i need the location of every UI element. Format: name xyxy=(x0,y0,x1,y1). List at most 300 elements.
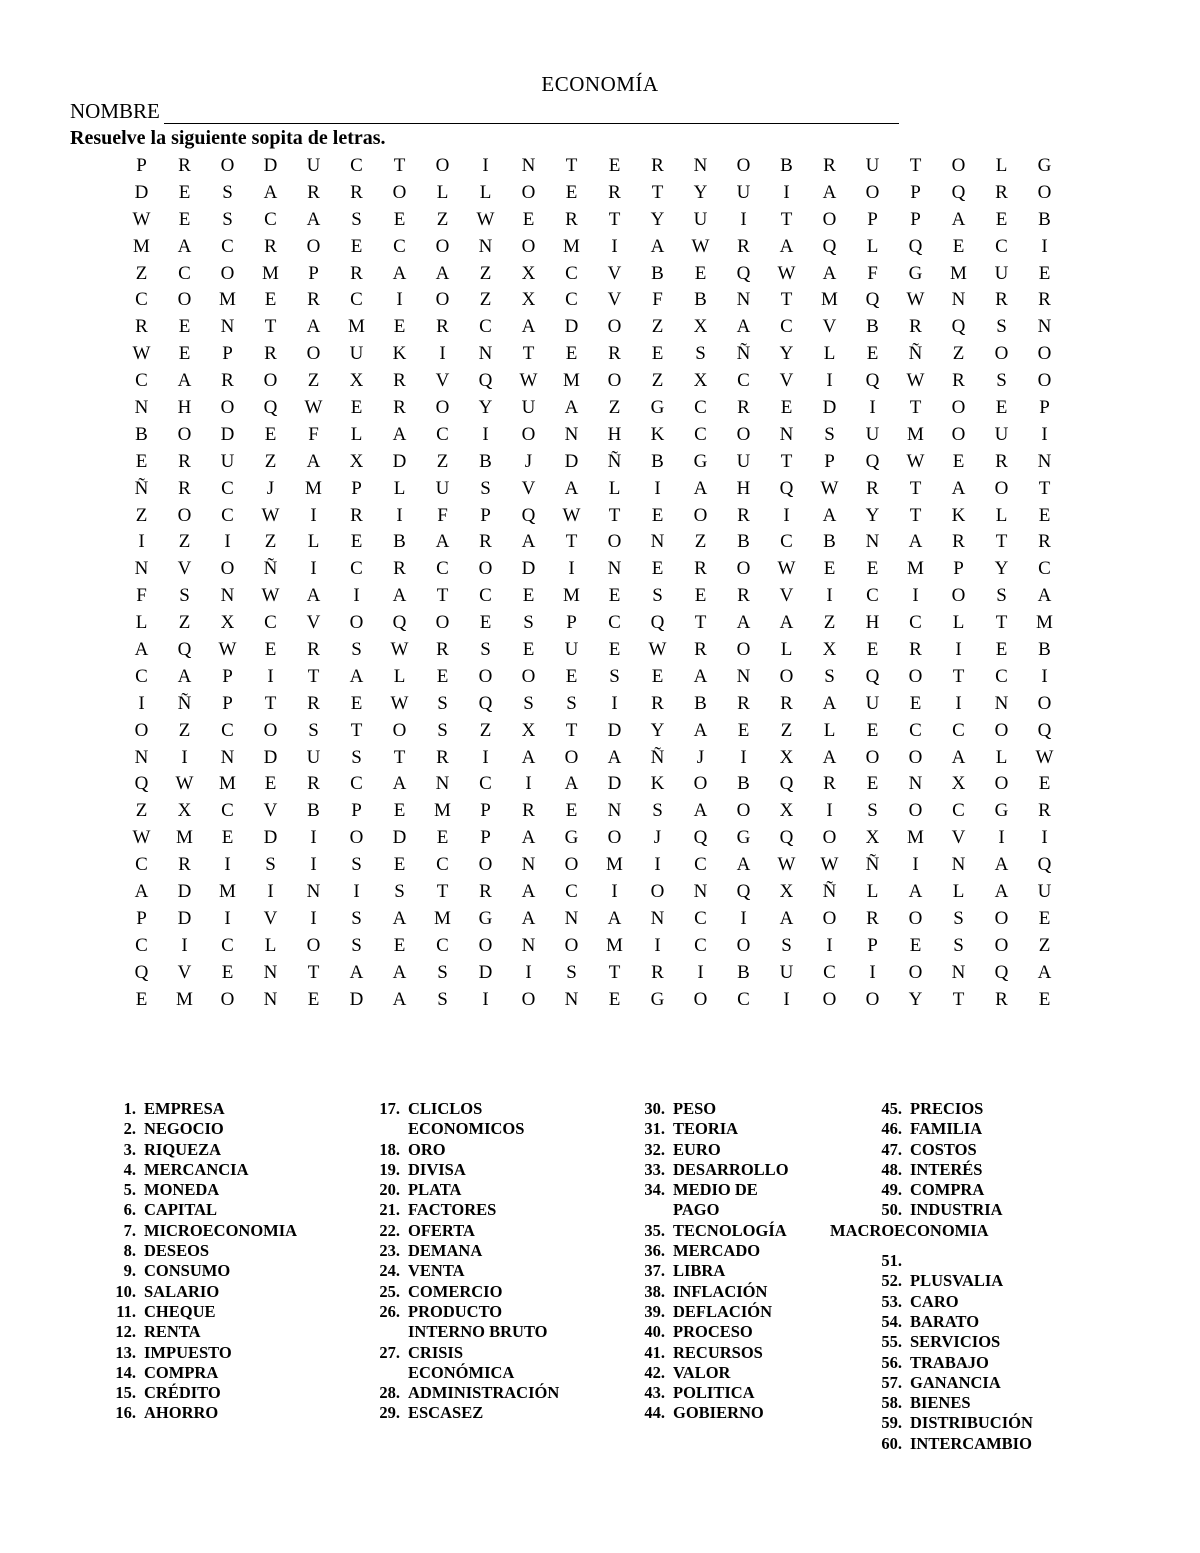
word-list-item xyxy=(364,1221,559,1241)
grid-letter: R xyxy=(909,316,922,338)
grid-letter: X xyxy=(349,370,364,392)
word-label: PROCESO xyxy=(673,1322,753,1342)
grid-letter: T xyxy=(522,343,535,365)
grid-letter: T xyxy=(565,155,578,176)
word-number: 40. xyxy=(644,1322,665,1342)
grid-letter: M xyxy=(563,235,580,257)
grid-letter: C xyxy=(780,531,793,553)
grid-letter: B xyxy=(823,531,836,553)
word-number: 48. xyxy=(881,1159,902,1179)
grid-letter: E xyxy=(221,827,234,849)
grid-letter: B xyxy=(307,800,320,822)
grid-letter: W xyxy=(777,854,796,876)
grid-letter: E xyxy=(135,450,148,472)
grid-letter: O xyxy=(478,854,493,876)
grid-letter: P xyxy=(953,558,964,580)
grid-letter: F xyxy=(136,585,147,607)
grid-letter: E xyxy=(909,934,922,956)
grid-letter: I xyxy=(568,558,575,580)
instructions: Resuelve la siguiente sopita de letras. xyxy=(70,127,386,149)
grid-letter: D xyxy=(263,827,278,849)
grid-letter: I xyxy=(869,397,876,419)
grid-letter: A xyxy=(1037,585,1052,607)
grid-letter: M xyxy=(176,988,193,1010)
word-list-item xyxy=(866,1119,1033,1139)
grid-letter: O xyxy=(607,827,622,849)
word-label: RENTA xyxy=(144,1322,201,1342)
grid-letter: I xyxy=(224,854,231,876)
grid-letter: F xyxy=(652,289,663,311)
grid-letter: L xyxy=(350,423,363,445)
word-list-item xyxy=(629,1403,789,1423)
word-label: OFERTA xyxy=(408,1220,475,1240)
grid-letter: E xyxy=(995,208,1008,230)
grid-letter: W xyxy=(261,504,280,526)
grid-letter: X xyxy=(693,370,708,392)
grid-letter: R xyxy=(264,343,277,365)
grid-letter: Y xyxy=(908,988,923,1010)
grid-letter: D xyxy=(177,907,192,929)
grid-letter: E xyxy=(952,450,965,472)
grid-letter: W xyxy=(175,773,194,795)
grid-letter: Z xyxy=(135,262,148,284)
grid-letter: U xyxy=(865,692,880,714)
grid-letter: M xyxy=(176,827,193,849)
grid-letter: Q xyxy=(779,827,794,849)
word-list-item xyxy=(629,1343,789,1363)
grid-letter: O xyxy=(865,746,880,768)
grid-letter: A xyxy=(908,881,923,903)
grid-letter: J xyxy=(696,746,705,768)
grid-letter: C xyxy=(178,262,191,284)
grid-letter: Z xyxy=(135,800,148,822)
grid-letter: A xyxy=(306,585,321,607)
grid-letter: O xyxy=(822,907,837,929)
grid-letter: B xyxy=(1038,639,1051,661)
grid-letter: A xyxy=(349,665,364,687)
grid-letter: W xyxy=(132,343,151,365)
grid-letter: C xyxy=(909,612,922,634)
word-list-item xyxy=(866,1393,1033,1413)
word-label: EMPRESA xyxy=(144,1099,225,1118)
grid-letter: I xyxy=(826,800,833,822)
grid-letter: O xyxy=(392,719,407,741)
word-label: PLATA xyxy=(408,1180,462,1200)
grid-letter: R xyxy=(780,692,793,714)
grid-letter: O xyxy=(607,370,622,392)
grid-letter: P xyxy=(222,665,233,687)
word-list-item xyxy=(364,1383,559,1403)
grid-letter: E xyxy=(264,639,277,661)
grid-letter: W xyxy=(132,208,151,230)
word-label: DISTRIBUCIÓN xyxy=(910,1413,1033,1433)
grid-letter: W xyxy=(691,235,710,257)
grid-letter: T xyxy=(608,961,621,983)
grid-letter: I xyxy=(869,961,876,983)
grid-letter: T xyxy=(436,585,449,607)
grid-letter: Ñ xyxy=(134,477,149,499)
grid-letter: T xyxy=(350,719,363,741)
word-number: 35. xyxy=(644,1220,665,1240)
grid-letter: C xyxy=(995,665,1008,687)
grid-letter: D xyxy=(521,558,536,580)
word-number: 22. xyxy=(379,1220,400,1240)
grid-letter: Y xyxy=(478,397,493,419)
word-label: CONSUMO xyxy=(144,1261,231,1281)
grid-letter: A xyxy=(994,881,1009,903)
grid-letter: U xyxy=(220,450,235,472)
grid-letter: A xyxy=(822,746,837,768)
grid-letter: Y xyxy=(779,343,794,365)
grid-letter: A xyxy=(693,477,708,499)
grid-letter: E xyxy=(436,665,449,687)
grid-letter: E xyxy=(307,988,320,1010)
grid-letter: C xyxy=(264,612,277,634)
grid-letter: R xyxy=(909,639,922,661)
grid-letter: L xyxy=(952,612,965,634)
grid-letter: A xyxy=(263,181,278,203)
grid-letter: M xyxy=(1036,612,1053,634)
grid-letter: R xyxy=(565,208,578,230)
grid-letter: O xyxy=(263,370,278,392)
name-field xyxy=(70,99,899,124)
grid-letter: E xyxy=(565,665,578,687)
grid-letter: O xyxy=(521,423,536,445)
grid-letter: E xyxy=(1038,504,1051,526)
grid-letter: O xyxy=(435,235,450,257)
grid-letter: I xyxy=(181,934,188,956)
grid-letter: L xyxy=(436,181,449,203)
grid-letter: U xyxy=(994,262,1009,284)
grid-letter: A xyxy=(392,262,407,284)
grid-letter: C xyxy=(479,585,492,607)
word-list-item xyxy=(629,1099,789,1119)
word-number: 24. xyxy=(379,1261,400,1281)
grid-letter: W xyxy=(476,208,495,230)
grid-letter: I xyxy=(611,235,618,257)
grid-letter: A xyxy=(1037,961,1052,983)
grid-letter: C xyxy=(436,854,449,876)
grid-letter: T xyxy=(909,504,922,526)
grid-letter: W xyxy=(906,450,925,472)
grid-letter: W xyxy=(519,370,538,392)
grid-letter: N xyxy=(521,854,536,876)
grid-letter: S xyxy=(867,800,878,822)
word-label: MICROECONOMIA xyxy=(144,1220,298,1240)
grid-letter: Ñ xyxy=(908,343,923,365)
grid-letter: I xyxy=(1041,665,1048,687)
word-number: 49. xyxy=(881,1180,902,1200)
grid-letter: I xyxy=(525,961,532,983)
grid-letter: G xyxy=(736,827,751,849)
word-label: POLITICA xyxy=(673,1383,755,1403)
word-list-item xyxy=(364,1140,559,1160)
grid-letter: Z xyxy=(135,504,148,526)
grid-letter: Ñ xyxy=(607,450,622,472)
grid-letter: T xyxy=(307,665,320,687)
word-number: 42. xyxy=(644,1362,665,1382)
grid-letter: O xyxy=(908,961,923,983)
grid-letter: I xyxy=(224,531,231,553)
grid-letter: S xyxy=(437,719,448,741)
word-number: 52. xyxy=(881,1271,902,1291)
grid-letter: R xyxy=(823,155,836,176)
grid-letter: P xyxy=(351,477,362,499)
grid-letter: O xyxy=(435,155,450,176)
word-number: 37. xyxy=(644,1261,665,1281)
grid-letter: R xyxy=(307,692,320,714)
grid-letter: L xyxy=(995,155,1008,176)
word-list-item xyxy=(100,1282,297,1302)
grid-letter: Z xyxy=(952,343,965,365)
grid-letter: O xyxy=(1037,692,1052,714)
word-list-item xyxy=(866,1140,1033,1160)
grid-letter: E xyxy=(522,585,535,607)
grid-letter: S xyxy=(437,988,448,1010)
grid-letter: Q xyxy=(134,773,149,795)
grid-letter: U xyxy=(435,477,450,499)
grid-letter: E xyxy=(264,289,277,311)
grid-letter: A xyxy=(564,397,579,419)
grid-letter: S xyxy=(351,907,362,929)
grid-letter: Q xyxy=(693,827,708,849)
word-label: CAPITAL xyxy=(144,1200,218,1220)
grid-letter: T xyxy=(307,961,320,983)
grid-letter: S xyxy=(953,934,964,956)
word-label: CRISIS xyxy=(408,1342,464,1362)
grid-letter: A xyxy=(693,665,708,687)
grid-letter: B xyxy=(1038,208,1051,230)
grid-letter: M xyxy=(907,423,924,445)
grid-letter: O xyxy=(177,289,192,311)
word-list-item xyxy=(629,1180,789,1200)
grid-letter: T xyxy=(694,612,707,634)
grid-letter: D xyxy=(392,450,407,472)
grid-letter: M xyxy=(563,370,580,392)
word-list-item xyxy=(100,1241,297,1261)
grid-letter: E xyxy=(178,343,191,365)
grid-letter: C xyxy=(350,155,363,176)
grid-letter: L xyxy=(823,343,836,365)
word-number: 26. xyxy=(379,1301,400,1321)
grid-letter: A xyxy=(306,450,321,472)
grid-letter: H xyxy=(177,397,192,419)
grid-letter: P xyxy=(480,800,491,822)
word-label: MERCADO xyxy=(673,1241,761,1261)
word-list-column-4 xyxy=(830,1099,1033,1454)
grid-letter: R xyxy=(178,155,191,176)
grid-letter: E xyxy=(1038,262,1051,284)
word-list-item xyxy=(100,1099,297,1119)
word-number: 59. xyxy=(881,1413,902,1433)
grid-letter: V xyxy=(263,800,278,822)
word-number: 9. xyxy=(123,1261,136,1281)
grid-letter: N xyxy=(134,746,149,768)
grid-letter: A xyxy=(134,639,149,661)
word-list-item xyxy=(866,1413,1033,1433)
grid-letter: L xyxy=(608,477,621,499)
grid-letter: R xyxy=(307,773,320,795)
grid-letter: B xyxy=(737,961,750,983)
grid-letter: E xyxy=(737,719,750,741)
grid-letter: E xyxy=(135,988,148,1010)
word-number: 29. xyxy=(379,1403,400,1423)
grid-letter: O xyxy=(521,181,536,203)
grid-letter: C xyxy=(952,800,965,822)
grid-letter: C xyxy=(780,316,793,338)
grid-letter: C xyxy=(694,423,707,445)
word-number: 15. xyxy=(115,1383,136,1403)
grid-letter: I xyxy=(310,504,317,526)
grid-letter: S xyxy=(480,477,491,499)
grid-letter: O xyxy=(478,558,493,580)
grid-letter: H xyxy=(865,612,880,634)
grid-letter: N xyxy=(564,988,579,1010)
grid-letter: A xyxy=(392,907,407,929)
grid-letter: E xyxy=(350,692,363,714)
grid-letter: N xyxy=(650,531,665,553)
grid-letter: N xyxy=(693,155,708,176)
grid-letter: S xyxy=(394,881,405,903)
grid-letter: O xyxy=(134,719,149,741)
word-label: CARO xyxy=(910,1291,959,1311)
grid-letter: S xyxy=(351,208,362,230)
grid-letter: N xyxy=(1037,450,1052,472)
grid-letter: L xyxy=(780,639,793,661)
word-number: 16. xyxy=(115,1403,136,1423)
grid-letter: K xyxy=(392,343,407,365)
word-list-item xyxy=(364,1343,559,1363)
grid-letter: I xyxy=(1041,827,1048,849)
grid-letter: O xyxy=(865,181,880,203)
grid-letter: I xyxy=(740,746,747,768)
grid-letter: U xyxy=(306,746,321,768)
grid-letter: E xyxy=(866,719,879,741)
grid-letter: W xyxy=(648,639,667,661)
grid-letter: Z xyxy=(178,612,191,634)
word-list-item xyxy=(629,1261,789,1281)
grid-letter: V xyxy=(607,289,622,311)
word-label: ESCASEZ xyxy=(408,1403,484,1423)
grid-letter: O xyxy=(564,934,579,956)
grid-letter: U xyxy=(736,181,751,203)
grid-letter: L xyxy=(393,665,406,687)
word-label: INFLACIÓN xyxy=(673,1281,768,1301)
grid-letter: I xyxy=(654,854,661,876)
grid-letter: E xyxy=(608,155,621,176)
grid-letter: Q xyxy=(779,773,794,795)
word-number: 39. xyxy=(644,1301,665,1321)
grid-letter: Q xyxy=(1037,854,1052,876)
word-list-item xyxy=(866,1099,1033,1119)
grid-letter: G xyxy=(994,800,1009,822)
grid-letter: Q xyxy=(1037,719,1052,741)
grid-letter: A xyxy=(564,477,579,499)
grid-letter: E xyxy=(436,827,449,849)
grid-letter: L xyxy=(307,531,320,553)
grid-letter: T xyxy=(780,289,793,311)
word-list-item xyxy=(100,1322,297,1342)
word-number: 54. xyxy=(881,1311,902,1331)
grid-letter: C xyxy=(221,235,234,257)
grid-letter: O xyxy=(220,397,235,419)
grid-letter: E xyxy=(565,800,578,822)
grid-letter: T xyxy=(952,665,965,687)
grid-letter: R xyxy=(350,181,363,203)
grid-letter: Q xyxy=(478,692,493,714)
word-list-item xyxy=(866,1373,1033,1393)
grid-letter: P xyxy=(480,827,491,849)
grid-letter: C xyxy=(565,881,578,903)
grid-letter: R xyxy=(1038,531,1051,553)
grid-letter: I xyxy=(353,881,360,903)
word-list-item xyxy=(629,1302,789,1322)
grid-letter: S xyxy=(824,665,835,687)
grid-letter: E xyxy=(909,692,922,714)
word-number: 60. xyxy=(881,1433,902,1453)
grid-letter: X xyxy=(521,289,536,311)
word-number: 31. xyxy=(644,1119,665,1139)
grid-letter: M xyxy=(606,934,623,956)
grid-letter: C xyxy=(393,235,406,257)
word-list-item xyxy=(364,1160,559,1180)
grid-letter: S xyxy=(996,585,1007,607)
word-number: 19. xyxy=(379,1159,400,1179)
grid-letter: I xyxy=(267,665,274,687)
word-label: MERCANCIA xyxy=(144,1159,249,1179)
word-list-column-3 xyxy=(629,1099,789,1424)
grid-letter: A xyxy=(392,423,407,445)
grid-letter: S xyxy=(953,907,964,929)
grid-letter: N xyxy=(435,773,450,795)
word-list-item xyxy=(866,1251,1033,1271)
grid-letter: A xyxy=(779,907,794,929)
grid-letter: O xyxy=(177,504,192,526)
word-list-item xyxy=(629,1221,789,1241)
grid-letter: Z xyxy=(780,719,793,741)
grid-letter: E xyxy=(264,773,277,795)
grid-letter: S xyxy=(523,692,534,714)
grid-letter: I xyxy=(783,181,790,203)
word-label-outdented: MACROECONOMIA xyxy=(830,1220,989,1240)
word-number: 56. xyxy=(881,1352,902,1372)
grid-letter: R xyxy=(737,692,750,714)
grid-letter: M xyxy=(348,316,365,338)
grid-letter: T xyxy=(780,450,793,472)
grid-letter: R xyxy=(651,155,664,176)
grid-letter: E xyxy=(565,181,578,203)
grid-letter: T xyxy=(565,531,578,553)
grid-letter: E xyxy=(393,800,406,822)
grid-letter: T xyxy=(995,612,1008,634)
grid-letter: O xyxy=(736,155,751,176)
word-number: 46. xyxy=(881,1119,902,1139)
word-number: 1. xyxy=(123,1099,136,1118)
grid-letter: R xyxy=(952,531,965,553)
grid-letter: A xyxy=(822,692,837,714)
grid-letter: T xyxy=(909,155,922,176)
grid-letter: B xyxy=(651,262,664,284)
grid-letter: D xyxy=(392,827,407,849)
grid-letter: C xyxy=(952,719,965,741)
grid-letter: D xyxy=(177,881,192,903)
grid-letter: E xyxy=(393,854,406,876)
word-number: 36. xyxy=(644,1241,665,1261)
word-label: DESEOS xyxy=(144,1241,210,1261)
word-number: 13. xyxy=(115,1342,136,1362)
grid-letter: Ñ xyxy=(263,558,278,580)
grid-letter: C xyxy=(221,800,234,822)
